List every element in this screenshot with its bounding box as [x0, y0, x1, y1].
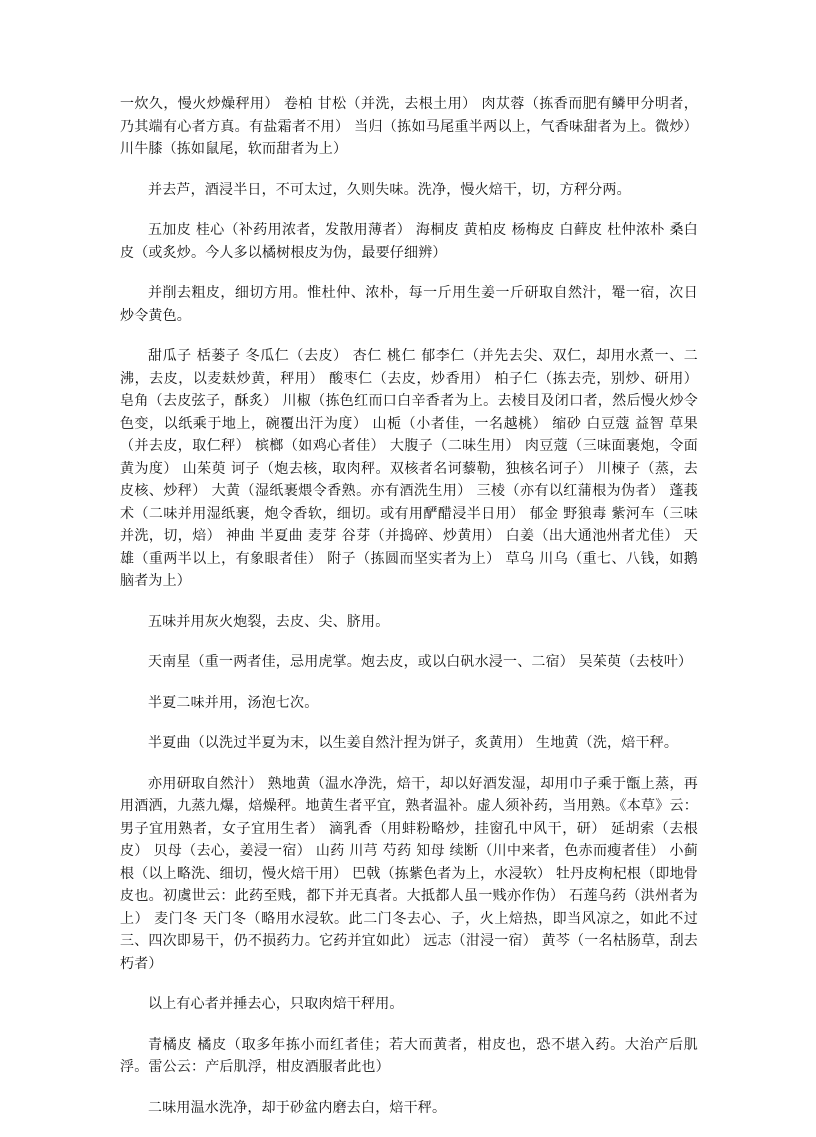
paragraph: 五味并用灰火炮裂，去皮、尖、脐用。 [148, 613, 390, 630]
paragraph: 半夏二味并用，汤泡七次。 [148, 694, 319, 711]
paragraph: 并去芦，酒浸半日，不可太过，久则失味。洗净，慢火焙干，切，方秤分两。 [148, 181, 631, 198]
paragraph: 一炊久，慢火炒燥秤用） 卷柏 甘松（并洗，去根土用） 肉苁蓉（拣香而肥有鳞甲分明者，乃其端有心者方真。有盐霜者不用） 当归（拣如马尾重半两以上，气香味甜者为上。微炒） 川牛膝（拣如鼠尾，软而甜者为上） [120, 96, 698, 157]
paragraph: 甜瓜子 栝蒌子 冬瓜仁（去皮） 杏仁 桃仁 郁李仁（并先去尖、双仁，却用水煮一、二沸，去皮，以麦麸炒黄，秤用） 酸枣仁（去皮，炒香用） 柏子仁（拣去壳，别炒、研用） 皂角（去皮弦子，酥炙） 川椒（拣色红而口白辛香者为上。去棱目及闭口者，然后慢火炒令色变，以纸乘于地上，碗覆出汗为度） 山栀（小者佳，一名越桃） 缩砂 白豆蔻 益智 草果（并去皮，取仁秤） 槟榔（如鸡心者佳） 大腹子（二味生用） 肉豆蔻（三味面裹炮，令面黄为度） 山茱萸 诃子（炮去核，取肉秤。双核者名诃藜勒，独核名诃子） 川楝子（蒸，去皮核、炒秤） 大黄（湿纸裹煨令香熟。亦有酒洗生用） 三棱（亦有以红蒲根为伪者） 蓬莪术（二味并用湿纸裹，炮令香软，细切。或有用酽醋浸半日用） 郁金 野狼毒 紫河车（三味并洗，切，焙） 神曲 半夏曲 麦芽 谷芽（并捣碎、炒黄用） 白姜（出大通池州者尤佳） 天雄（重两半以上，有象眼者佳） 附子（拣圆而坚实者为上） 草乌 川乌（重七、八钱，如鹅脑者为上） [120, 348, 698, 589]
paragraph: 并削去粗皮，细切方用。惟杜仲、浓朴，每一斤用生姜一斤研取自然汁，罨一宿，次日炒令黄色。 [120, 285, 698, 324]
paragraph: 亦用研取自然汁） 熟地黄（温水净洗，焙干，却以好酒发湿，却用巾子乘于甑上蒸，再用酒洒，九蒸九爆，焙燥秤。地黄生者平宜，熟者温补。虚人须补药，当用熟。《本草》云：男子宜用熟者，女子宜用生者） 滴乳香（用蚌粉略炒，挂窗孔中风干，研） 延胡索（去根皮） 贝母（去心，姜浸一宿） 山药 川芎 芍药 知母 续断（川中来者，色赤而瘦者佳） 小蓟根（以上略洗、细切，慢火焙干用） 巴戟（拣紫色者为上，水浸软） 牡丹皮枸杞根（即地骨皮也。初虞世云：此药至贱，都下并无真者。大抵都人虽一贱亦作伪） 石莲乌药（洪州者为上） 麦门冬 天门冬（略用水浸软。此二门冬去心、子，火上焙热，即当风凉之，如此不过三、四次即易干，仍不损药力。它药并宜如此） 远志（泔浸一宿） 黄芩（一名枯肠草，刮去朽者） [120, 775, 698, 972]
paragraph: 半夏曲（以洗过半夏为末，以生姜自然汁捏为饼子，炙黄用） 生地黄（洗，焙干秤。 [148, 735, 679, 751]
paragraph: 天南星（重一两者佳，忌用虎掌。炮去皮，或以白矾水浸一、二宿） 吴茱萸（去枝叶） [148, 654, 693, 670]
paragraph: 青橘皮 橘皮（取多年拣小而红者佳；若大而黄者，柑皮也，恐不堪入药。大治产后肌浮。雷公云：产后肌浮，柑皮酒服者此也） [120, 1036, 698, 1075]
paragraph: 二味用温水洗净，却于砂盆内磨去白，焙干秤。 [148, 1099, 447, 1116]
paragraph: 五加皮 桂心（补药用浓者，发散用薄者） 海桐皮 黄柏皮 杨梅皮 白藓皮 杜仲浓朴 桑白皮（或炙炒。今人多以橘树根皮为伪，最要仔细辨） [120, 222, 698, 261]
document-body [120, 93, 698, 1137]
paragraph: 以上有心者并捶去心，只取肉焙干秤用。 [148, 996, 404, 1012]
